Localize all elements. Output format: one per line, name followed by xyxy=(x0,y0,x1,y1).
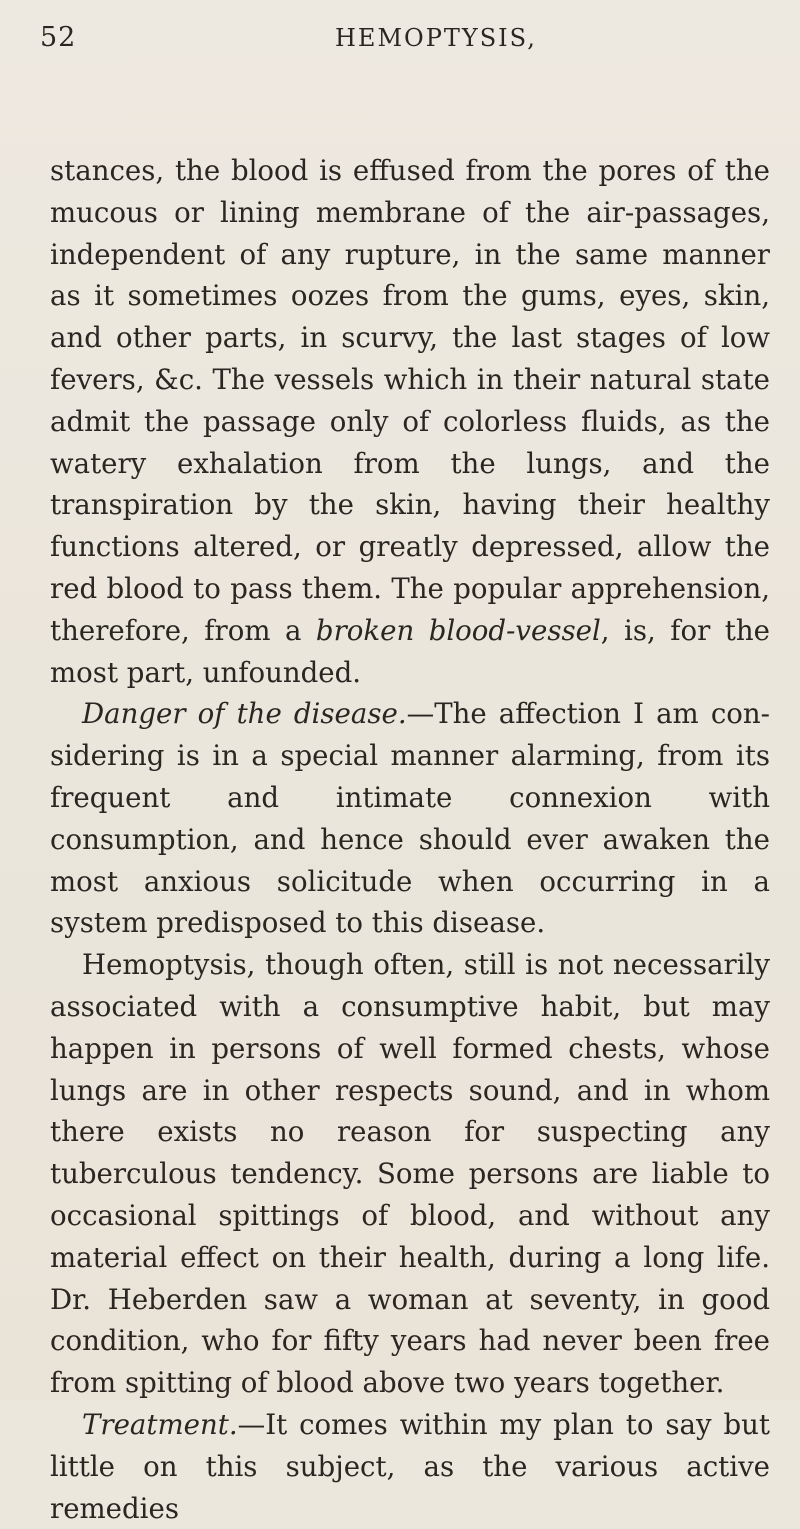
paragraph-3 xyxy=(50,944,770,1404)
section-heading-treatment: Treatment. xyxy=(82,1407,238,1441)
paragraph-2-text: —The affection I am considering is in a special manner alarming, from its frequent and intimate connexion with consumption, and hence should ever awaken the most anxious solicitude when occurring in a system predisposed to this disease. xyxy=(50,697,770,940)
paragraph-1-italic: broken blood-vessel xyxy=(315,613,601,647)
paragraph-3-text: Hemoptysis, though often, still is not necessarily associated with a consumptive habit, but may happen in persons of well formed chests, whose lungs are in other respects sound, and in whom there exists no reason for suspecting any tuberculous tendency. Some persons are liable to occasional spittings of blood, and without any material effect on their health, during a long life. Dr. Heberden saw a woman at seventy, in good condition, who for fifty years had never been free from spitting of blood above two years together. xyxy=(50,948,770,1400)
paragraph-4 xyxy=(50,1404,770,1529)
running-head xyxy=(40,22,760,62)
page-number: 52 xyxy=(40,22,77,53)
paragraph-1-tail: , is, for the most part, unfounded. xyxy=(50,613,770,689)
paragraph-2 xyxy=(50,693,770,944)
paragraph-4-text: —It comes within my plan to say but little on this subject, as the various active remedies xyxy=(50,1407,770,1525)
paragraph-1-text: stances, the blood is effused from the pores of the mucous or lining membrane of the air-passages, independent of any rupture, in the same manner as it sometimes oozes from the gums, eyes, skin, and other parts, in scurvy, the last stages of low fevers, &c. The vessels which in their natural state admit the passage only of colorless fluids, as the watery exhalation from the lungs, and the transpiration by the skin, having their healthy functions altered, or greatly depressed, allow the red blood to pass them. The popular apprehension, therefore, from a xyxy=(50,154,770,647)
running-head-title: HEMOPTYSIS, xyxy=(335,24,537,52)
body-text xyxy=(50,150,770,1529)
section-heading-danger: Danger of the disease. xyxy=(82,697,407,731)
paragraph-1 xyxy=(50,150,770,693)
